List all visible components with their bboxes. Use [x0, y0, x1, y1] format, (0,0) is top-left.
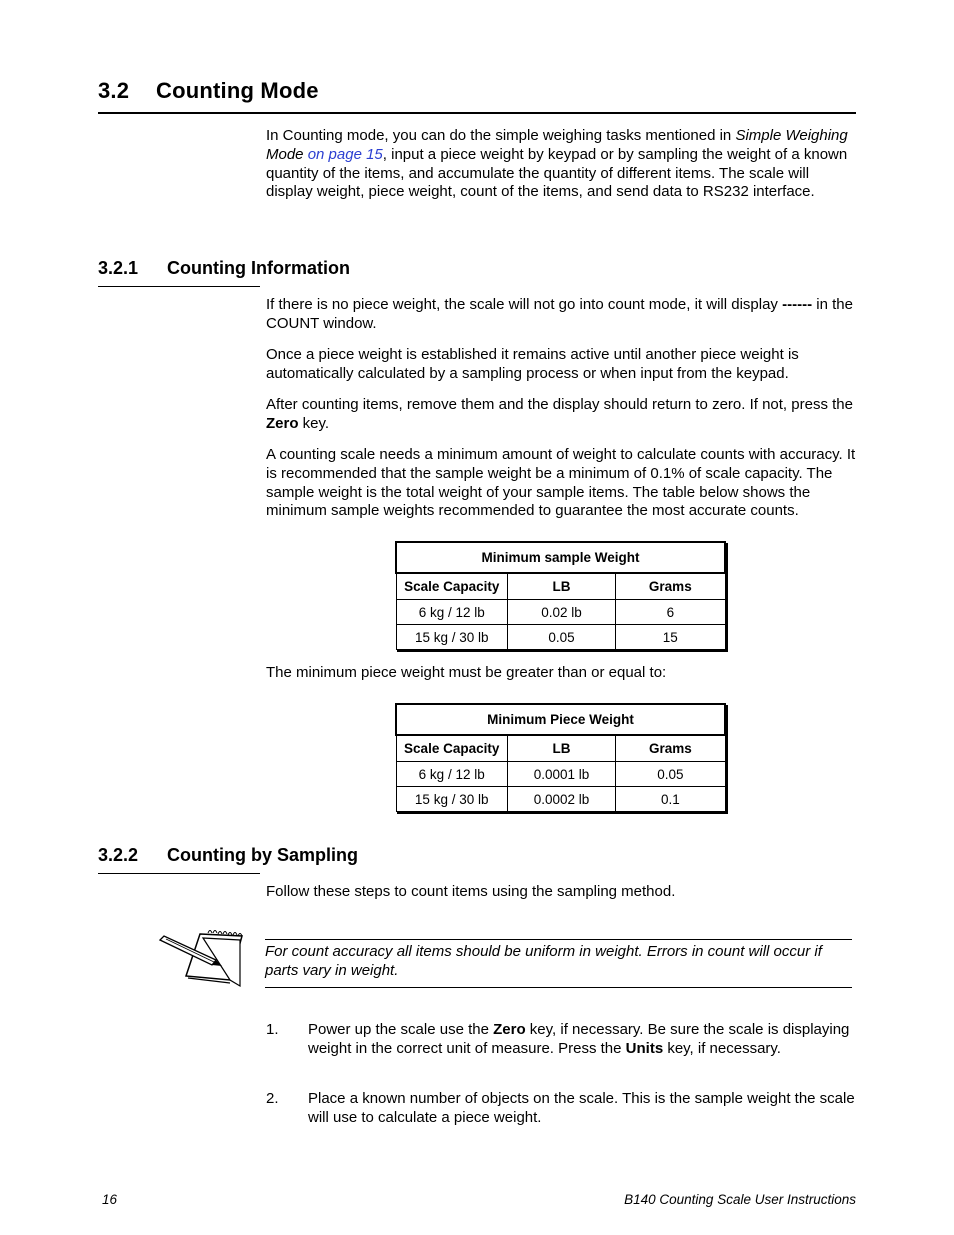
text: After counting items, remove them and the display should return to zero. If not, press the	[266, 396, 853, 413]
text: key, if necessary. Be sure the scale is displaying weight in the correct unit of measure. Press the	[308, 1021, 850, 1057]
section-title: Counting Mode	[156, 78, 319, 103]
step-text	[308, 1021, 856, 1059]
intro-ref-title: Simple Weighing Mode	[266, 127, 848, 163]
step-number: 2.	[266, 1090, 279, 1107]
table-cell: 6 kg / 12 lb	[396, 600, 507, 625]
paragraph-minimum-piece-weight: The minimum piece weight must be greater than or equal to:	[266, 664, 667, 681]
paragraph-zero-key	[266, 396, 858, 434]
paragraph-follow-steps: Follow these steps to count items using the sampling method.	[266, 883, 676, 900]
table-cell: 15 kg / 30 lb	[396, 625, 507, 650]
table-row	[396, 625, 725, 650]
table-cell: 15	[616, 625, 725, 650]
note-text: For count accuracy all items should be uniform in weight. Errors in count will occur if parts vary in weight.	[265, 943, 822, 979]
table-cell: 0.1	[616, 787, 725, 812]
note-rule-top	[265, 939, 852, 940]
subsection-rule	[98, 873, 260, 874]
subsection-heading-counting-by-sampling	[98, 845, 358, 866]
text: key, if necessary.	[663, 1039, 781, 1057]
subsection-title: Counting by Sampling	[167, 845, 358, 865]
table-cell: 15 kg / 30 lb	[396, 787, 507, 812]
table-cell: 0.05	[507, 625, 615, 650]
table-cell: 0.05	[616, 762, 725, 787]
column-header: Grams	[616, 735, 725, 762]
intro-paragraph	[266, 127, 858, 202]
column-header: Grams	[616, 573, 725, 600]
note-rule-bottom	[265, 987, 852, 988]
table-cell: 0.0002 lb	[507, 787, 615, 812]
column-header: Scale Capacity	[396, 735, 507, 762]
table-cell: 0.02 lb	[507, 600, 615, 625]
text: Power up the scale use the	[308, 1021, 494, 1038]
text: in the COUNT window.	[266, 296, 853, 332]
table-cell: 6	[616, 600, 725, 625]
document-title: B140 Counting Scale User Instructions	[624, 1192, 856, 1207]
step-text: Place a known number of objects on the scale. This is the sample weight the scale will use to calculate a piece weight.	[308, 1090, 855, 1126]
column-header: Scale Capacity	[396, 573, 507, 600]
table-title: Minimum sample Weight	[396, 542, 725, 573]
table-title: Minimum Piece Weight	[396, 704, 725, 735]
subsection-number: 3.2.2	[98, 845, 139, 865]
paragraph-no-piece-weight	[266, 296, 858, 334]
minimum-sample-weight-table	[395, 541, 726, 650]
subsection-number: 3.2.1	[98, 258, 139, 278]
table-row	[396, 762, 725, 787]
step-number: 1.	[266, 1021, 279, 1038]
paragraph-piece-weight-active: Once a piece weight is established it remains active until another piece weight is automatically calculated by a sampling process or when input from the keypad.	[266, 346, 799, 382]
section-number: 3.2	[98, 78, 130, 103]
dashes-display: ------	[782, 296, 813, 313]
table-row	[396, 787, 725, 812]
table-cell: 0.0001 lb	[507, 762, 615, 787]
minimum-piece-weight-table	[395, 703, 726, 812]
intro-text-1: In Counting mode, you can do the simple weighing tasks mentioned in	[266, 127, 736, 144]
page-number: 16	[102, 1192, 118, 1207]
column-header: LB	[507, 735, 615, 762]
subsection-heading-counting-information	[98, 258, 350, 279]
section-rule	[98, 112, 856, 114]
paragraph-minimum-weight: A counting scale needs a minimum amount of weight to calculate counts with accuracy. It is recommended that the sample weight be a minimum of 0.1% of scale capacity. The sample weight is the total weight of your sample items. The table below shows the minimum sample weights recommended to guarantee the most accurate counts.	[266, 446, 856, 520]
notepad-pencil-icon	[158, 928, 246, 988]
text: key.	[298, 414, 330, 432]
units-key-label: Units	[625, 1039, 664, 1057]
text: If there is no piece weight, the scale will not go into count mode, it will display	[266, 296, 783, 313]
subsection-title: Counting Information	[167, 258, 350, 278]
zero-key-label: Zero	[493, 1021, 526, 1038]
table-cell: 6 kg / 12 lb	[396, 762, 507, 787]
page-reference-link[interactable]: on page 15	[307, 145, 383, 163]
column-header: LB	[507, 573, 615, 600]
section-heading	[98, 78, 319, 104]
subsection-rule	[98, 286, 260, 287]
intro-text-2: , input a piece weight by keypad or by sampling the weight of a known quantity of the items, and accumulate the quantity of different items. The scale will display weight, piece weight, count of the items, and send data to RS232 interface.	[266, 145, 848, 201]
zero-key-label: Zero	[266, 414, 299, 432]
table-row	[396, 600, 725, 625]
